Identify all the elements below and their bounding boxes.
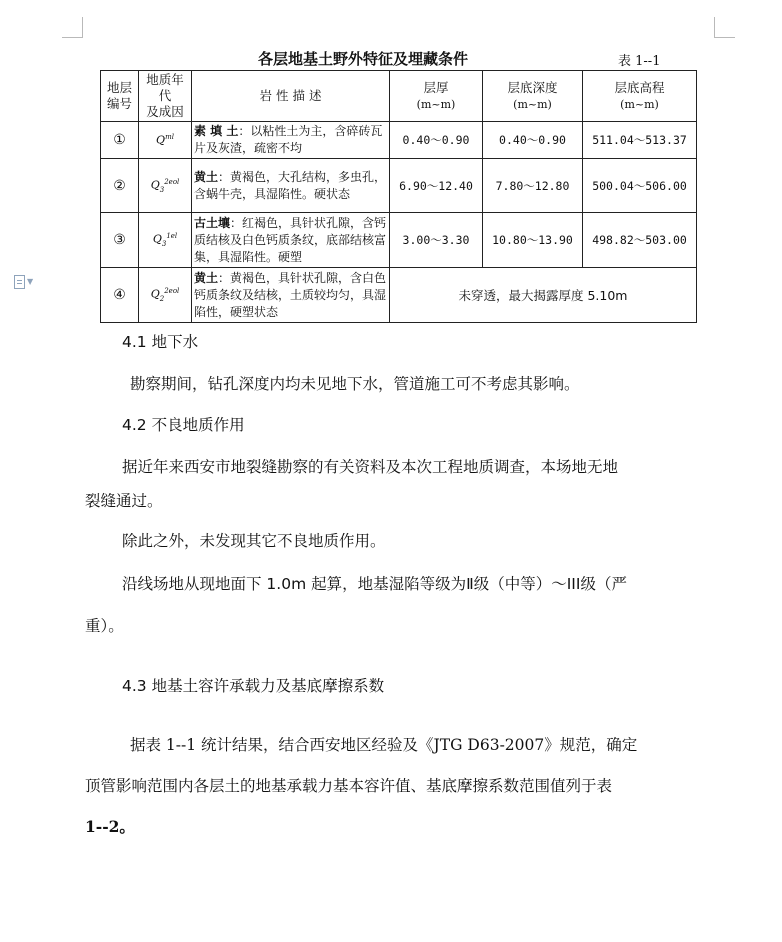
layer-number: ① — [101, 122, 139, 159]
layer-elevation: 511.04～513.37 — [583, 122, 697, 159]
layer-description: 黄土：黄褐色，具针状孔隙，含白色钙质条纹及结核，土质较均匀，具湿陷性，硬塑状态 — [192, 268, 390, 323]
section-4-3-paragraph-line-2: 顶管影响范围内各层土的地基承载力基本容许值、基底摩擦系数范围值列于表 — [85, 777, 613, 795]
table-row — [101, 213, 697, 268]
layer-description: 素 填 土：以粘性土为主，含碎砖瓦片及灰渣，疏密不均 — [192, 122, 390, 159]
layer-thickness: 0.40～0.90 — [390, 122, 483, 159]
table-number: 表 1--1 — [618, 54, 661, 69]
section-4-3-heading: 4.3 地基土容许承载力及基底摩擦系数 — [122, 677, 385, 695]
layer-elevation: 500.04～506.00 — [583, 159, 697, 213]
page-corner-mark-top-right — [714, 17, 735, 38]
layer-era: $Q_3^{1el}$ — [139, 213, 192, 268]
layer-elevation: 498.82～503.00 — [583, 213, 697, 268]
section-4-3-paragraph-line-1: 据表 1--1 统计结果，结合西安地区经验及《JTG D63-2007》规范，确定 — [130, 736, 638, 754]
section-4-3-paragraph-line-3: 1--2。 — [85, 817, 135, 836]
table-row — [101, 122, 697, 159]
layer-era: $Q_2^{2eol}$ — [139, 268, 192, 323]
soil-layer-table — [100, 70, 697, 323]
document-icon[interactable]: ▼ — [14, 274, 33, 289]
header-thickness: 层厚 (m~m) — [390, 71, 483, 122]
table-title: 各层地基土野外特征及埋藏条件 — [258, 50, 469, 68]
layer-depth: 7.80～12.80 — [483, 159, 583, 213]
section-4-2-paragraph-3-line-1: 沿线场地从现地面下 1.0m 起算，地基湿陷等级为Ⅱ级（中等）～III级（严 — [122, 575, 627, 593]
layer-description: 古土壤：红褐色，具针状孔隙，含钙质结核及白色钙质条纹，底部结核富集，具湿陷性。硬塑 — [192, 213, 390, 268]
layer-thickness: 3.00～3.30 — [390, 213, 483, 268]
table-row — [101, 159, 697, 213]
layer-thickness: 6.90～12.40 — [390, 159, 483, 213]
layer-description: 黄土：黄褐色，大孔结构，多虫孔，含蜗牛壳，具湿陷性。硬状态 — [192, 159, 390, 213]
layer-number: ② — [101, 159, 139, 213]
section-4-1-heading: 4.1 地下水 — [122, 333, 199, 351]
section-4-2-paragraph-1-line-1: 据近年来西安市地裂缝勘察的有关资料及本次工程地质调查，本场地无地 — [122, 458, 619, 476]
header-depth: 层底深度 (m~m) — [483, 71, 583, 122]
header-description: 岩 性 描 述 — [192, 71, 390, 122]
layer-number: ③ — [101, 213, 139, 268]
layer-number: ④ — [101, 268, 139, 323]
section-4-2-paragraph-1-line-2: 裂缝通过。 — [85, 492, 163, 510]
page-corner-mark-top-left — [62, 17, 83, 38]
header-elevation: 层底高程 (m~m) — [583, 71, 697, 122]
layer-note: 未穿透，最大揭露厚度 5.10m — [390, 268, 697, 323]
table-header-row — [101, 71, 697, 122]
table-row — [101, 268, 697, 323]
layer-era: $Q^{ml}$ — [139, 122, 192, 159]
header-era: 地质年代 及成因 — [139, 71, 192, 122]
section-4-1-body: 勘察期间，钻孔深度内均未见地下水，管道施工可不考虑其影响。 — [130, 375, 580, 393]
section-4-2-heading: 4.2 不良地质作用 — [122, 416, 245, 434]
section-4-2-paragraph-3-line-2: 重）。 — [85, 617, 124, 635]
section-4-2-paragraph-2: 除此之外，未发现其它不良地质作用。 — [122, 532, 386, 550]
header-layer-no: 地层 编号 — [101, 71, 139, 122]
layer-depth: 0.40～0.90 — [483, 122, 583, 159]
layer-depth: 10.80～13.90 — [483, 213, 583, 268]
layer-era: $Q_3^{2eol}$ — [139, 159, 192, 213]
